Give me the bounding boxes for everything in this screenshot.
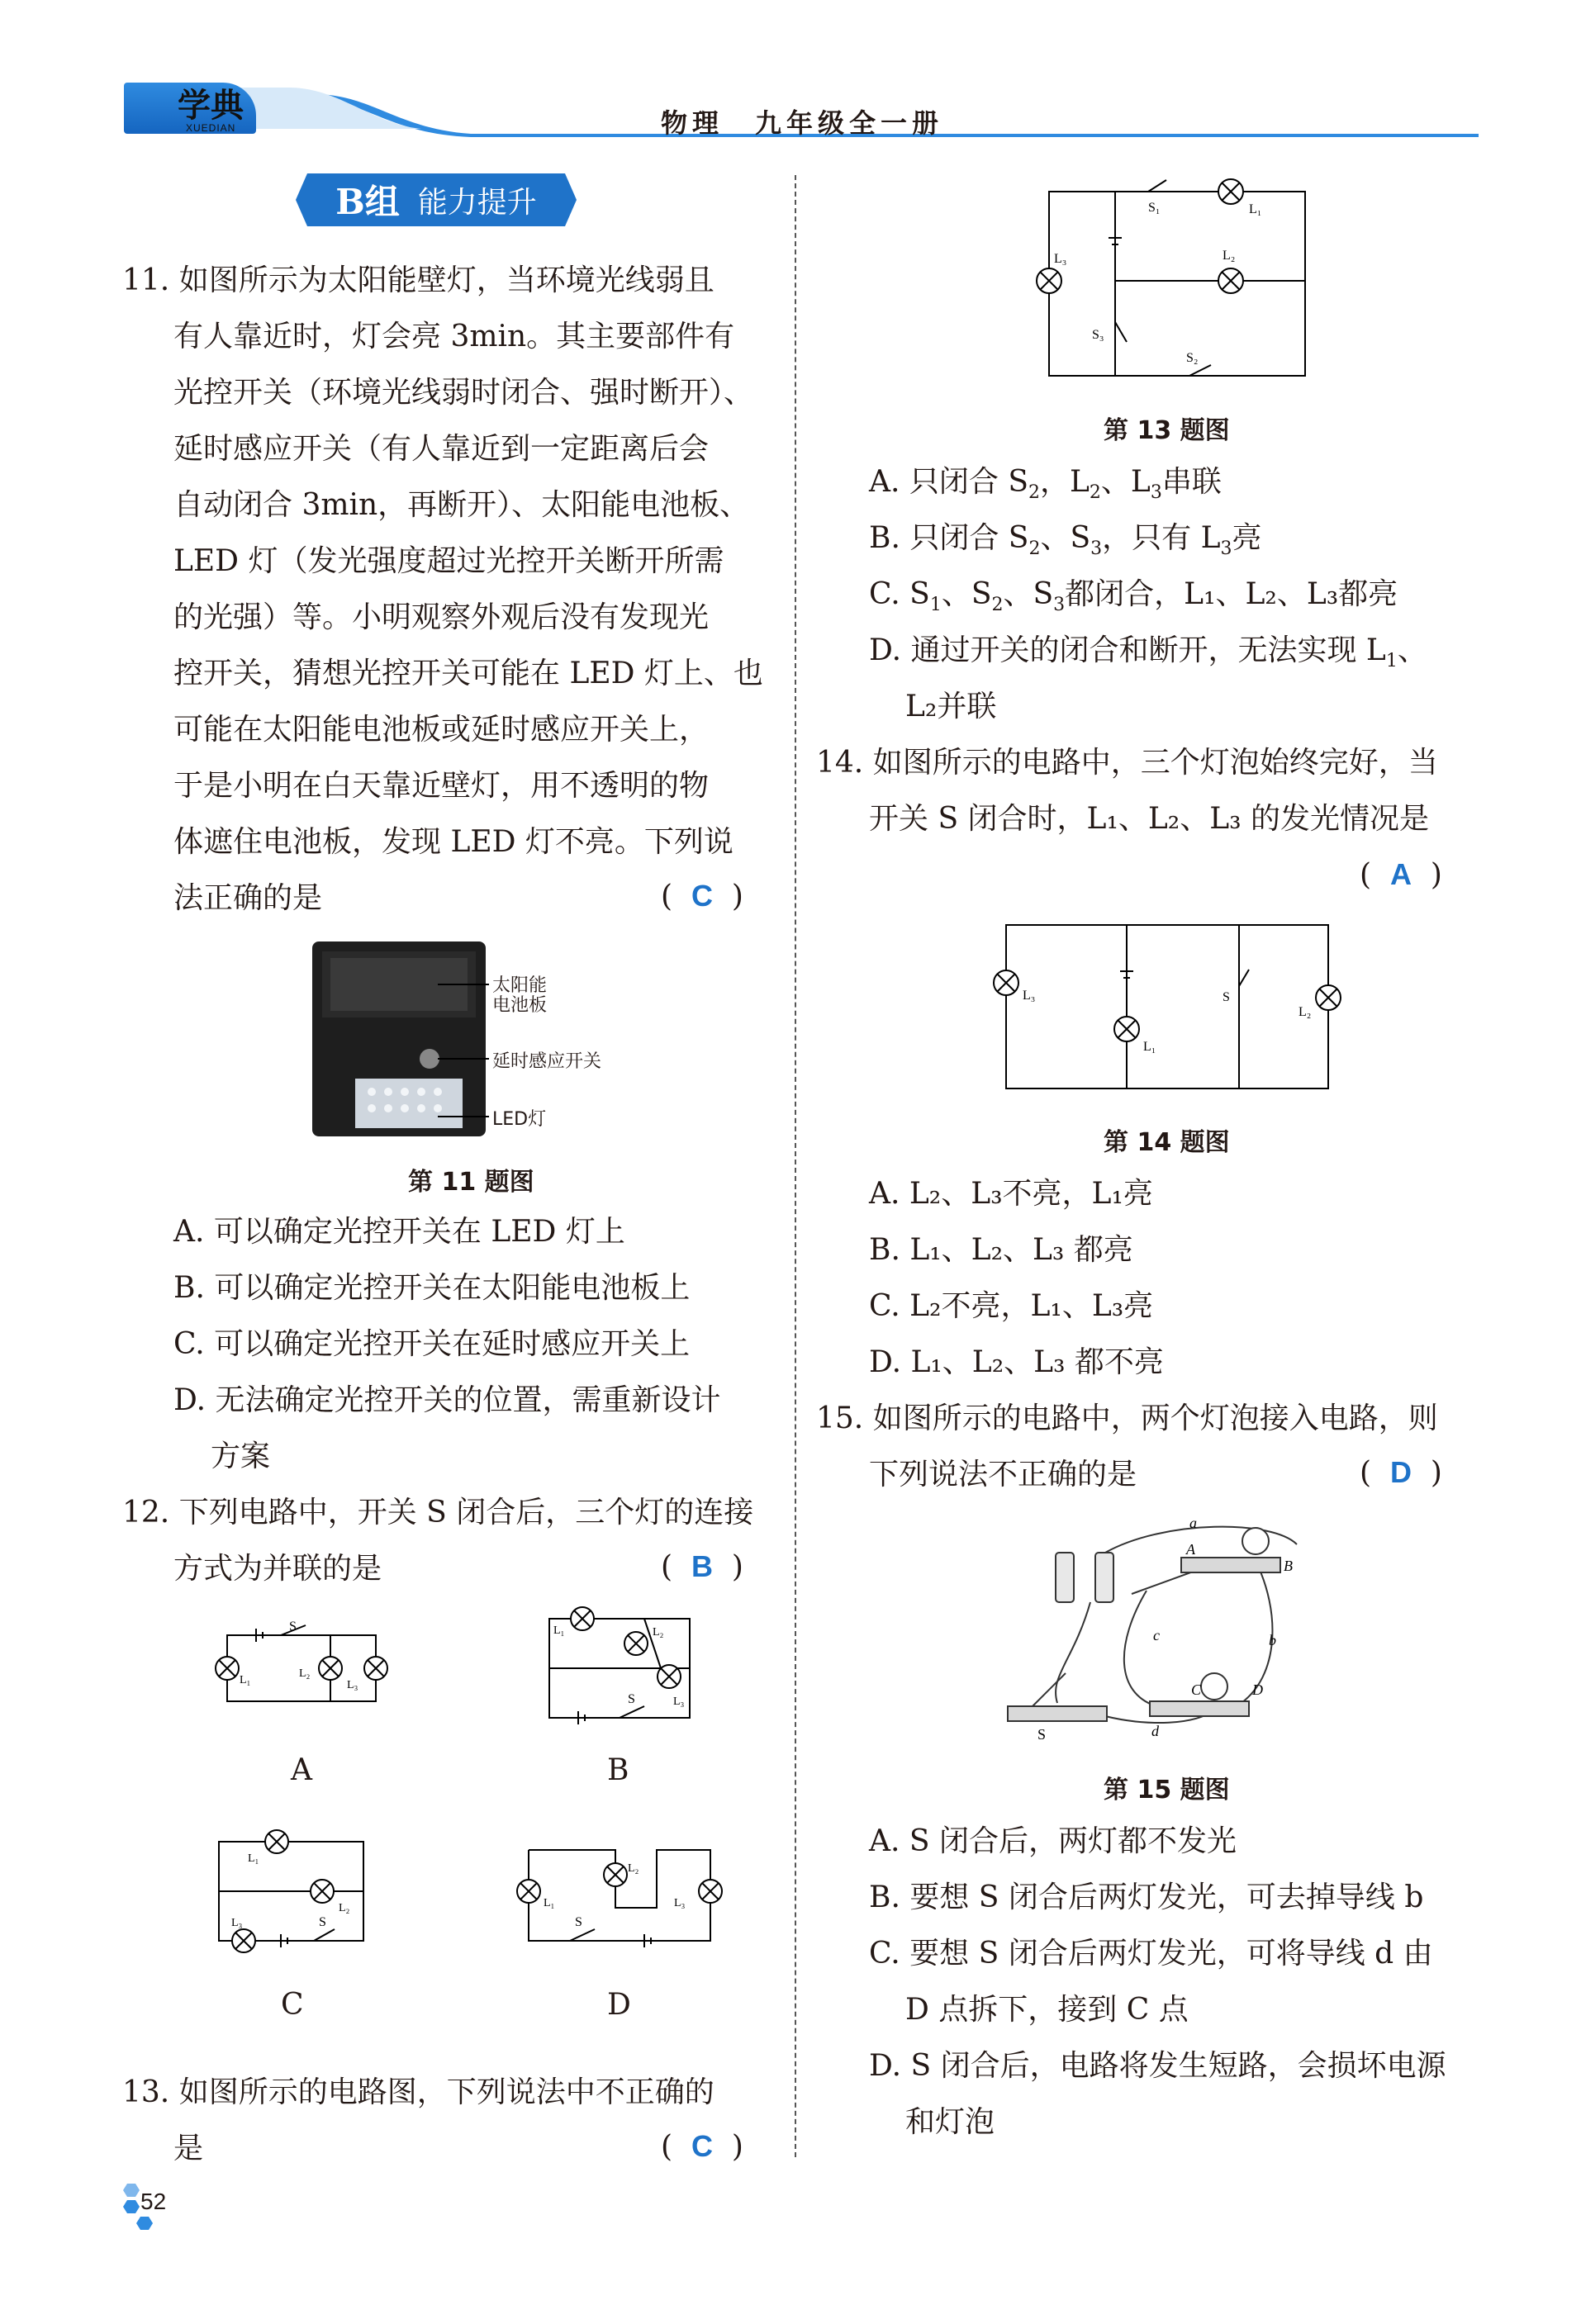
svg-text:S₃: S₃	[1092, 328, 1104, 342]
label-solar-panel: 太阳能 电池板	[492, 975, 548, 1016]
q14-caption: 第 14 题图	[1104, 1128, 1230, 1157]
svg-text:L₃: L₃	[231, 1917, 243, 1929]
circuit-c-label: C	[281, 1988, 304, 2022]
q11-line: 光控开关（环境光线弱时闭合、强时断开）、	[173, 376, 754, 410]
svg-text:L₂: L₂	[1299, 1005, 1312, 1019]
q13-line: 13. 如图所示的电路图，下列说法中不正确的	[122, 2075, 715, 2109]
q13-option-d-cont: L₂并联	[905, 690, 997, 723]
logo-subtitle: XUEDIAN	[186, 122, 236, 134]
q15-option-b: B. 要想 S 闭合后两灯发光，可去掉导线 b	[869, 1881, 1424, 1914]
q11-line: 控开关，猜想光控开关可能在 LED 灯上、也	[173, 657, 763, 690]
q13-option-b: B. 只闭合 $S_2$、$S_3$，只有 $L_3$亮	[869, 521, 1262, 559]
q11-line: LED 灯（发光强度超过光控开关断开所需	[173, 544, 724, 578]
q11-line: 延时感应开关（有人靠近到一定距离后会	[173, 432, 710, 466]
badge-arrow-right	[565, 173, 577, 226]
q15-option-d: D. S 闭合后，电路将发生短路，会损坏电源	[869, 2049, 1446, 2083]
q13-circuit-diagram	[1024, 173, 1338, 388]
q12-line: 方式为并联的是	[173, 1552, 382, 1586]
svg-text:L₂: L₂	[628, 1862, 639, 1875]
svg-text:D: D	[1252, 1681, 1263, 1698]
svg-text:S₁: S₁	[1148, 201, 1161, 215]
solar-lamp-figure	[306, 933, 653, 1148]
circuit-c-diagram	[207, 1825, 380, 1966]
svg-text:L₁: L₁	[1143, 1040, 1156, 1054]
q11-option-b: B. 可以确定光控开关在太阳能电池板上	[173, 1271, 691, 1305]
q11-line: 法正确的是	[173, 881, 323, 915]
svg-text:L₁: L₁	[248, 1852, 259, 1865]
q14-circuit-diagram	[991, 908, 1355, 1098]
svg-text:L₃: L₃	[347, 1679, 358, 1691]
circuit-d-diagram	[512, 1825, 727, 1966]
svg-text:L₃: L₃	[1023, 989, 1036, 1003]
q13-answer: ( C )	[661, 2129, 743, 2164]
q11-option-c: C. 可以确定光控开关在延时感应开关上	[173, 1327, 691, 1361]
q11-option-a: A. 可以确定光控开关在 LED 灯上	[173, 1215, 625, 1249]
q15-option-c-cont: D 点拆下，接到 C 点	[905, 1993, 1189, 2027]
label-led: LED灯	[492, 1109, 547, 1130]
q13-option-a: A. 只闭合 $S_2$，$L_2$、$L_3$串联	[869, 465, 1222, 503]
q15-answer: ( D )	[1360, 1455, 1442, 1490]
svg-text:S: S	[289, 1620, 297, 1634]
q11-line: 可能在太阳能电池板或延时感应开关上，	[173, 713, 710, 747]
q14-option-d: D. L₁、L₂、L₃ 都不亮	[869, 1345, 1164, 1379]
q12-line: 12. 下列电路中，开关 S 闭合后，三个灯的连接	[122, 1496, 754, 1530]
q11-line: 有人靠近时，灯会亮 3min。其主要部件有	[173, 320, 735, 353]
q11-option-d: D. 无法确定光控开关的位置，需重新设计	[173, 1383, 721, 1417]
q11-line: 的光强）等。小明观察外观后没有发现光	[173, 600, 710, 634]
svg-text:S: S	[1037, 1726, 1047, 1743]
svg-text:L₂: L₂	[1223, 249, 1236, 263]
svg-text:L₁: L₁	[1249, 202, 1262, 216]
svg-text:A: A	[1186, 1541, 1195, 1558]
section-group: B组	[335, 182, 400, 222]
svg-text:B: B	[1284, 1558, 1293, 1574]
q11-line: 11. 如图所示为太阳能壁灯，当环境光线弱且	[122, 263, 715, 297]
q11-option-d-cont: 方案	[211, 1439, 271, 1473]
svg-text:S: S	[628, 1692, 635, 1706]
motion-sensor-icon	[420, 1049, 439, 1069]
svg-text:L₃: L₃	[674, 1897, 686, 1909]
circuit-a-diagram	[207, 1619, 396, 1726]
q12-answer: ( B )	[661, 1549, 743, 1584]
q15-option-a: A. S 闭合后，两灯都不发光	[869, 1824, 1237, 1858]
svg-text:L₃: L₃	[1054, 252, 1067, 266]
q14-line: 开关 S 闭合时，L₁、L₂、L₃ 的发光情况是	[869, 802, 1430, 836]
q14-answer: ( A )	[1360, 857, 1442, 892]
page-number: 52	[140, 2189, 167, 2214]
svg-text:S: S	[575, 1915, 582, 1929]
q14-option-b: B. L₁、L₂、L₃ 都亮	[869, 1233, 1133, 1267]
logo: 学典	[178, 86, 244, 125]
svg-text:L₃: L₃	[673, 1696, 685, 1708]
svg-text:d: d	[1151, 1723, 1159, 1739]
section-badge	[307, 173, 565, 226]
q13-option-d: D. 通过开关的闭合和断开，无法实现 $L_1$、	[869, 633, 1427, 671]
svg-text:S: S	[1223, 990, 1230, 1004]
q15-caption: 第 15 题图	[1104, 1776, 1230, 1805]
column-divider	[795, 175, 796, 2157]
svg-text:C: C	[1191, 1681, 1202, 1698]
q15-line: 15. 如图所示的电路中，两个灯泡接入电路，则	[816, 1402, 1438, 1435]
svg-text:L₁: L₁	[553, 1624, 565, 1637]
svg-text:L₁: L₁	[240, 1674, 251, 1686]
badge-arrow-left	[296, 173, 307, 226]
svg-text:c: c	[1153, 1627, 1160, 1643]
circuit-b-label: B	[607, 1753, 629, 1787]
q11-line: 自动闭合 3min，再断开）、太阳能电池板、	[173, 488, 750, 522]
q14-option-a: A. L₂、L₃不亮，L₁亮	[869, 1177, 1153, 1211]
svg-text:a: a	[1189, 1515, 1197, 1531]
q13-option-c: C. $S_1$、$S_2$、$S_3$都闭合，L₁、L₂、L₃都亮	[869, 577, 1398, 615]
svg-text:S: S	[319, 1915, 326, 1929]
circuit-a-label: A	[291, 1753, 312, 1787]
q11-line: 体遮住电池板，发现 LED 灯不亮。下列说	[173, 825, 734, 859]
q15-circuit-diagram	[999, 1511, 1346, 1743]
q11-caption: 第 11 题图	[408, 1168, 534, 1197]
svg-text:L₂: L₂	[653, 1626, 664, 1639]
svg-text:L₂: L₂	[299, 1667, 311, 1680]
q14-option-c: C. L₂不亮，L₁、L₃亮	[869, 1289, 1154, 1323]
header-title: 物理 九年级全一册	[661, 107, 944, 139]
q15-option-c: C. 要想 S 闭合后两灯发光，可将导线 d 由	[869, 1937, 1433, 1971]
q11-answer: ( C )	[661, 879, 743, 913]
q13-caption: 第 13 题图	[1104, 416, 1230, 445]
q11-line: 于是小明在白天靠近壁灯，用不透明的物	[173, 769, 710, 803]
svg-text:S₂: S₂	[1186, 351, 1199, 365]
q15-line: 下列说法不正确的是	[869, 1458, 1137, 1492]
section-title: 能力提升	[417, 185, 537, 220]
label-delay-switch: 延时感应开关	[492, 1051, 602, 1072]
svg-text:b: b	[1269, 1632, 1276, 1648]
circuit-d-label: D	[607, 1988, 631, 2022]
q15-option-d-cont: 和灯泡	[905, 2105, 995, 2139]
q13-line: 是	[173, 2132, 204, 2165]
svg-text:L₂: L₂	[339, 1902, 350, 1914]
circuit-b-diagram	[537, 1602, 702, 1743]
svg-text:L₁: L₁	[544, 1897, 555, 1909]
q14-line: 14. 如图所示的电路中，三个灯泡始终完好，当	[816, 746, 1438, 780]
